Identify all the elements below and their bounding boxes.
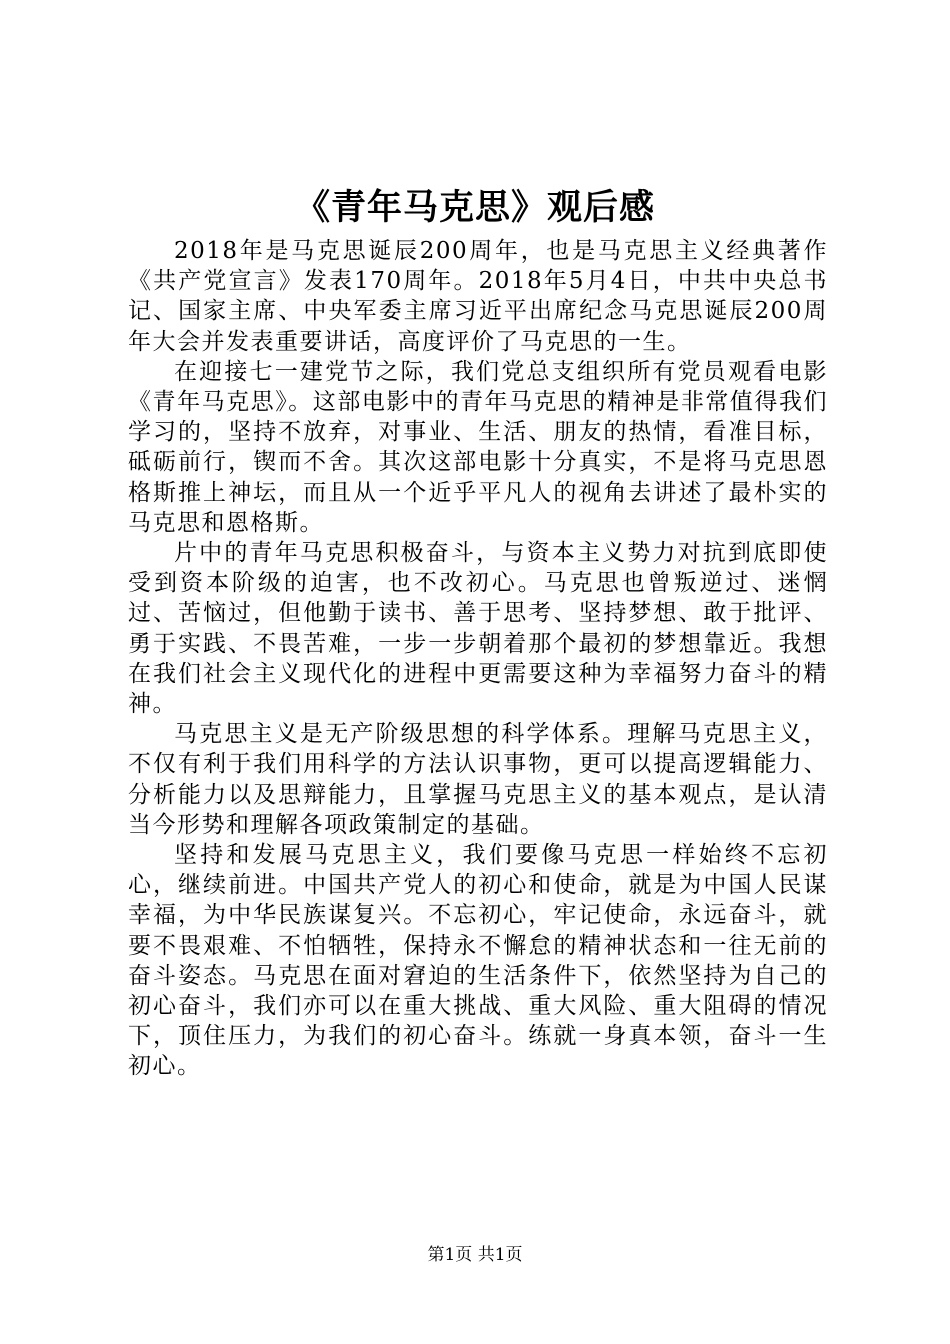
paragraph-1: 2018年是马克思诞辰200周年，也是马克思主义经典著作《共产党宣言》发表170周年。2018年5月4日，中共中央总书记、国家主席、中央军委主席习近平出席纪念马克思诞辰200周年大会并发表重要讲话，高度评价了马克思的一生。 [128, 238, 828, 355]
paragraph-3: 片中的青年马克思积极奋斗，与资本主义势力对抗到底即使受到资本阶级的迫害，也不改初心。马克思也曾叛逆过、迷惘过、苦恼过，但他勤于读书、善于思考、坚持梦想、敢于批评、勇于实践、不畏苦难，一步一步朝着那个最初的梦想靠近。我想在我们社会主义现代化的进程中更需要这种为幸福努力奋斗的精神。 [128, 540, 828, 718]
paragraph-2: 在迎接七一建党节之际，我们党总支组织所有党员观看电影《青年马克思》。这部电影中的青年马克思的精神是非常值得我们学习的，坚持不放弃，对事业、生活、朋友的热情，看准目标，砥砺前行，锲而不舍。其次这部电影十分真实，不是将马克思恩格斯推上神坛，而且从一个近乎平凡人的视角去讲述了最朴实的马克思和恩格斯。 [128, 358, 828, 536]
document-body [128, 236, 828, 1082]
page-footer: 第1页 共1页 [427, 1245, 523, 1265]
document-title: 《青年马克思》观后感 [294, 187, 655, 228]
paragraph-5: 坚持和发展马克思主义，我们要像马克思一样始终不忘初心，继续前进。中国共产党人的初心和使命，就是为中国人民谋幸福，为中华民族谋复兴。不忘初心，牢记使命，永远奋斗，就要不畏艰难、不怕牺牲，保持永不懈怠的精神状态和一往无前的奋斗姿态。马克思在面对窘迫的生活条件下，依然坚持为自己的初心奋斗，我们亦可以在重大挑战、重大风险、重大阻碍的情况下，顶住压力，为我们的初心奋斗。练就一身真本领，奋斗一生初心。 [128, 842, 828, 1080]
paragraph-4: 马克思主义是无产阶级思想的科学体系。理解马克思主义，不仅有利于我们用科学的方法认识事物，更可以提高逻辑能力、分析能力以及思辩能力，且掌握马克思主义的基本观点，是认清当今形势和理解各项政策制定的基础。 [128, 721, 828, 838]
